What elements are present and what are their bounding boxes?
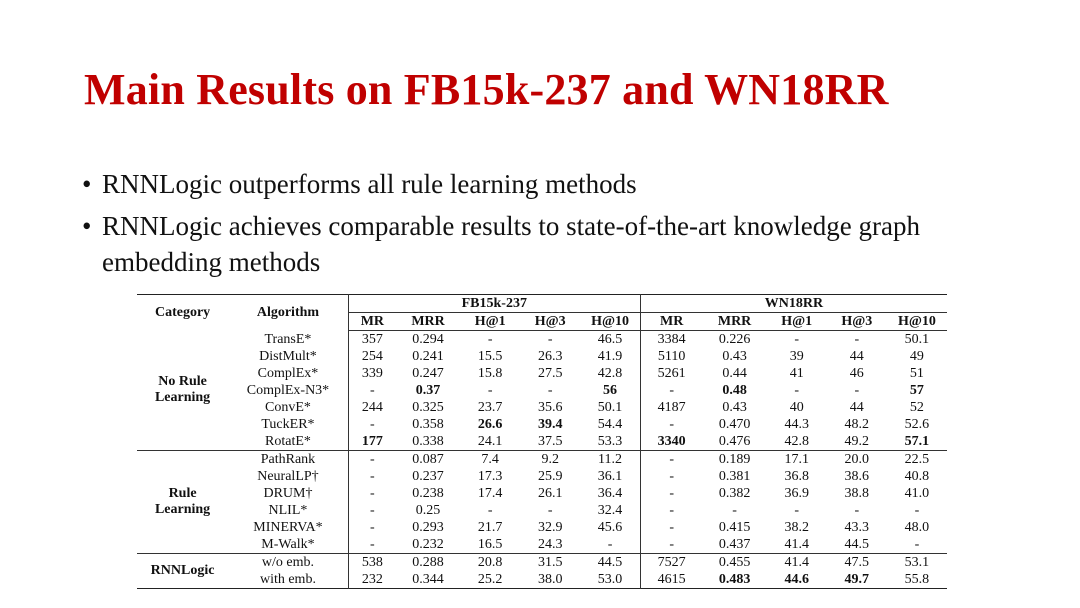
value-cell: 50.1 <box>904 332 930 347</box>
algorithm-cell: with emb. <box>259 572 316 587</box>
algorithm-cell: NeuralLP† <box>257 469 319 484</box>
value-cell: 27.5 <box>537 366 563 381</box>
value-cell: 0.087 <box>396 451 460 469</box>
value-cell: 15.8 <box>477 366 503 381</box>
algorithm-cell: NLIL* <box>268 503 308 518</box>
value-cell: - <box>640 468 702 485</box>
value-cell: 39.4 <box>537 417 563 432</box>
value-cell: 0.294 <box>412 332 444 347</box>
value-cell: 177 <box>348 433 396 451</box>
results-table <box>137 294 947 589</box>
value-cell: 25.2 <box>477 572 503 587</box>
value-cell: 44.3 <box>784 417 809 432</box>
algorithm-cell: MINERVA* <box>253 520 323 535</box>
value-cell: 43.3 <box>844 520 870 535</box>
value-cell: 50.1 <box>597 400 623 415</box>
value-cell: - <box>547 332 553 347</box>
value-cell: 16.5 <box>477 537 503 552</box>
value-cell: 38.0 <box>537 572 563 587</box>
value-cell: 26.1 <box>537 486 563 501</box>
value-cell: 0.43 <box>722 349 747 364</box>
algorithm-cell: DistMult* <box>259 349 317 364</box>
value-cell: - <box>348 502 396 519</box>
value-cell: 49.2 <box>844 434 870 449</box>
value-cell: 40.8 <box>904 469 930 484</box>
metric-header: H@1 <box>460 313 520 331</box>
value-cell: 0.226 <box>718 332 751 347</box>
value-cell: 357 <box>348 331 396 349</box>
value-cell: 37.5 <box>537 434 563 449</box>
value-cell: 0.381 <box>718 469 751 484</box>
value-cell: 0.25 <box>415 503 441 518</box>
value-cell: 0.455 <box>702 554 766 572</box>
value-cell: 15.5 <box>477 349 503 364</box>
value-cell: - <box>794 383 800 398</box>
value-cell: - <box>348 536 396 554</box>
algorithm-cell: DRUM† <box>263 486 313 501</box>
value-cell: 54.4 <box>597 417 623 432</box>
table-row <box>137 519 947 536</box>
value-cell: 24.1 <box>477 434 503 449</box>
value-cell: - <box>348 382 396 399</box>
value-cell: 56 <box>603 383 618 398</box>
value-cell: 0.470 <box>718 417 751 432</box>
value-cell: 57 <box>909 383 924 398</box>
value-cell: - <box>640 451 702 469</box>
value-cell: - <box>854 503 860 518</box>
table-row <box>137 554 947 572</box>
bullet-text: RNNLogic outperforms all rule learning methods <box>102 169 637 199</box>
value-cell: 41.4 <box>784 537 809 552</box>
bullet-dot-icon: • <box>82 211 92 241</box>
value-cell: - <box>640 519 702 536</box>
algorithm-cell: ComplEx* <box>257 366 319 381</box>
value-cell: 17.3 <box>477 469 503 484</box>
value-cell: 57.1 <box>904 434 930 449</box>
table-row <box>137 502 947 519</box>
value-cell: 17.1 <box>767 451 827 469</box>
value-cell: - <box>640 382 702 399</box>
table-row <box>137 451 947 469</box>
value-cell: 0.382 <box>718 486 751 501</box>
table-row <box>137 536 947 554</box>
value-cell: 32.9 <box>537 520 563 535</box>
value-cell: - <box>348 416 396 433</box>
table-row <box>137 416 947 433</box>
value-cell: 48.2 <box>844 417 870 432</box>
value-cell: - <box>640 536 702 554</box>
value-cell: - <box>348 485 396 502</box>
value-cell: 3340 <box>640 433 702 451</box>
value-cell: 21.7 <box>477 520 503 535</box>
value-cell: 44 <box>849 400 864 415</box>
value-cell: 22.5 <box>887 451 947 469</box>
value-cell: - <box>640 416 702 433</box>
table-row <box>137 485 947 502</box>
value-cell: 53.1 <box>887 554 947 572</box>
value-cell: - <box>854 383 860 398</box>
table-row <box>137 348 947 365</box>
metric-header: H@3 <box>827 313 887 331</box>
metric-header: MR <box>348 313 396 331</box>
value-cell: 44.5 <box>844 537 870 552</box>
algorithm-cell: ComplEx-N3* <box>246 383 330 398</box>
table-row <box>137 331 947 349</box>
value-cell: 46 <box>849 366 864 381</box>
value-cell: 5261 <box>640 365 702 382</box>
value-cell: 0.189 <box>702 451 766 469</box>
metric-header: H@3 <box>520 313 580 331</box>
value-cell: 4187 <box>640 399 702 416</box>
value-cell: 11.2 <box>580 451 640 469</box>
value-cell: 38.8 <box>844 486 870 501</box>
value-cell: 48.0 <box>904 520 930 535</box>
metric-header: MR <box>640 313 702 331</box>
value-cell: 52 <box>909 400 924 415</box>
value-cell: 244 <box>348 399 396 416</box>
value-cell: 0.44 <box>722 366 747 381</box>
table-row <box>137 399 947 416</box>
value-cell: 41 <box>789 366 804 381</box>
value-cell: 44 <box>849 349 864 364</box>
value-cell: 0.48 <box>722 383 747 398</box>
value-cell: 40 <box>789 400 804 415</box>
bullet-item <box>82 166 1002 202</box>
value-cell: 20.8 <box>460 554 520 572</box>
value-cell: 36.1 <box>597 469 623 484</box>
bullet-list <box>82 166 1002 286</box>
value-cell: 26.3 <box>537 349 563 364</box>
metric-header: H@1 <box>767 313 827 331</box>
value-cell: 0.358 <box>412 417 444 432</box>
metric-header: H@10 <box>580 313 640 331</box>
value-cell: 9.2 <box>520 451 580 469</box>
value-cell: - <box>348 519 396 536</box>
value-cell: 0.232 <box>412 537 444 552</box>
value-cell: 26.6 <box>477 417 503 432</box>
metric-header: H@10 <box>887 313 947 331</box>
value-cell: 39 <box>789 349 804 364</box>
value-cell: 0.338 <box>412 434 444 449</box>
metric-header: MRR <box>396 313 460 331</box>
value-cell: 7.4 <box>460 451 520 469</box>
algorithm-cell: M-Walk* <box>261 537 315 552</box>
value-cell: 44.5 <box>580 554 640 572</box>
value-cell: 538 <box>348 554 396 572</box>
table-row <box>137 468 947 485</box>
value-cell: 3384 <box>640 331 702 349</box>
value-cell: 4615 <box>640 571 702 589</box>
category-cell: Rule Learning <box>137 451 228 554</box>
header-dataset-wn18rr: WN18RR <box>640 295 947 313</box>
value-cell: - <box>640 485 702 502</box>
value-cell: 0.437 <box>718 537 751 552</box>
value-cell: 24.3 <box>537 537 563 552</box>
category-cell: RNNLogic <box>137 554 228 589</box>
value-cell: 20.0 <box>827 451 887 469</box>
value-cell: 0.37 <box>415 383 441 398</box>
value-cell: 42.8 <box>784 434 809 449</box>
value-cell: 17.4 <box>477 486 503 501</box>
value-cell: 25.9 <box>537 469 563 484</box>
metric-header: MRR <box>702 313 766 331</box>
value-cell: 45.6 <box>597 520 623 535</box>
value-cell: 55.8 <box>904 572 930 587</box>
value-cell: - <box>794 503 800 518</box>
value-cell: 36.8 <box>784 469 809 484</box>
value-cell: 38.6 <box>844 469 870 484</box>
table-row <box>137 571 947 589</box>
algorithm-cell: TransE* <box>264 331 312 347</box>
table-row <box>137 433 947 451</box>
value-cell: 35.6 <box>537 400 563 415</box>
value-cell: - <box>607 537 613 552</box>
value-cell: 0.238 <box>412 486 444 501</box>
value-cell: - <box>487 503 493 518</box>
value-cell: 31.5 <box>520 554 580 572</box>
value-cell: 0.43 <box>722 400 747 415</box>
value-cell: 42.8 <box>597 366 623 381</box>
bullet-item <box>82 208 1002 280</box>
table-row <box>137 382 947 399</box>
value-cell: 0.415 <box>718 520 751 535</box>
value-cell: 0.247 <box>412 366 444 381</box>
value-cell: 44.6 <box>784 572 809 587</box>
category-cell: No Rule Learning <box>154 374 211 406</box>
value-cell: - <box>914 537 920 552</box>
value-cell: 339 <box>348 365 396 382</box>
value-cell: 46.5 <box>597 332 623 347</box>
bullet-dot-icon: • <box>82 169 92 199</box>
value-cell: 32.4 <box>597 503 623 518</box>
value-cell: - <box>348 451 396 469</box>
value-cell: 49 <box>909 349 924 364</box>
bullet-text: RNNLogic achieves comparable results to state-of-the-art knowledge graph embedding methods <box>102 211 920 277</box>
value-cell: 254 <box>348 348 396 365</box>
value-cell: 0.288 <box>396 554 460 572</box>
value-cell: 53.3 <box>597 434 623 449</box>
value-cell: - <box>914 503 920 518</box>
table-row <box>137 365 947 382</box>
value-cell: 51 <box>909 366 924 381</box>
table-body <box>137 331 947 589</box>
algorithm-cell: PathRank <box>228 451 348 469</box>
value-cell: - <box>854 332 860 347</box>
value-cell: 36.4 <box>597 486 623 501</box>
algorithm-cell: w/o emb. <box>228 554 348 572</box>
value-cell: 41.4 <box>767 554 827 572</box>
value-cell: - <box>487 332 493 347</box>
algorithm-cell: RotatE* <box>265 434 311 449</box>
value-cell: - <box>487 383 493 398</box>
header-algorithm: Algorithm <box>256 305 320 321</box>
value-cell: - <box>348 468 396 485</box>
value-cell: 53.0 <box>597 572 623 587</box>
value-cell: 41.9 <box>597 349 623 364</box>
slide-title: Main Results on FB15k-237 and WN18RR <box>84 65 889 114</box>
value-cell: - <box>794 332 800 347</box>
value-cell: 38.2 <box>784 520 809 535</box>
value-cell: 52.6 <box>904 417 930 432</box>
value-cell: 0.483 <box>718 572 751 587</box>
value-cell: - <box>547 383 553 398</box>
value-cell: - <box>640 502 702 519</box>
header-dataset-fb15k: FB15k-237 <box>348 295 640 313</box>
algorithm-cell: TuckER* <box>261 417 315 432</box>
value-cell: 0.476 <box>718 434 751 449</box>
value-cell: 232 <box>348 571 396 589</box>
value-cell: 0.325 <box>412 400 444 415</box>
value-cell: 41.0 <box>904 486 930 501</box>
value-cell: 36.9 <box>784 486 809 501</box>
value-cell: 49.7 <box>844 572 870 587</box>
value-cell: 5110 <box>640 348 702 365</box>
value-cell: 23.7 <box>477 400 503 415</box>
value-cell: 0.241 <box>412 349 444 364</box>
value-cell: 7527 <box>640 554 702 572</box>
value-cell: 0.344 <box>412 572 444 587</box>
value-cell: 0.293 <box>412 520 444 535</box>
value-cell: 0.237 <box>412 469 444 484</box>
algorithm-cell: ConvE* <box>265 400 311 415</box>
header-category: Category <box>154 305 211 321</box>
value-cell: 47.5 <box>827 554 887 572</box>
value-cell: - <box>547 503 553 518</box>
value-cell: - <box>732 503 737 518</box>
